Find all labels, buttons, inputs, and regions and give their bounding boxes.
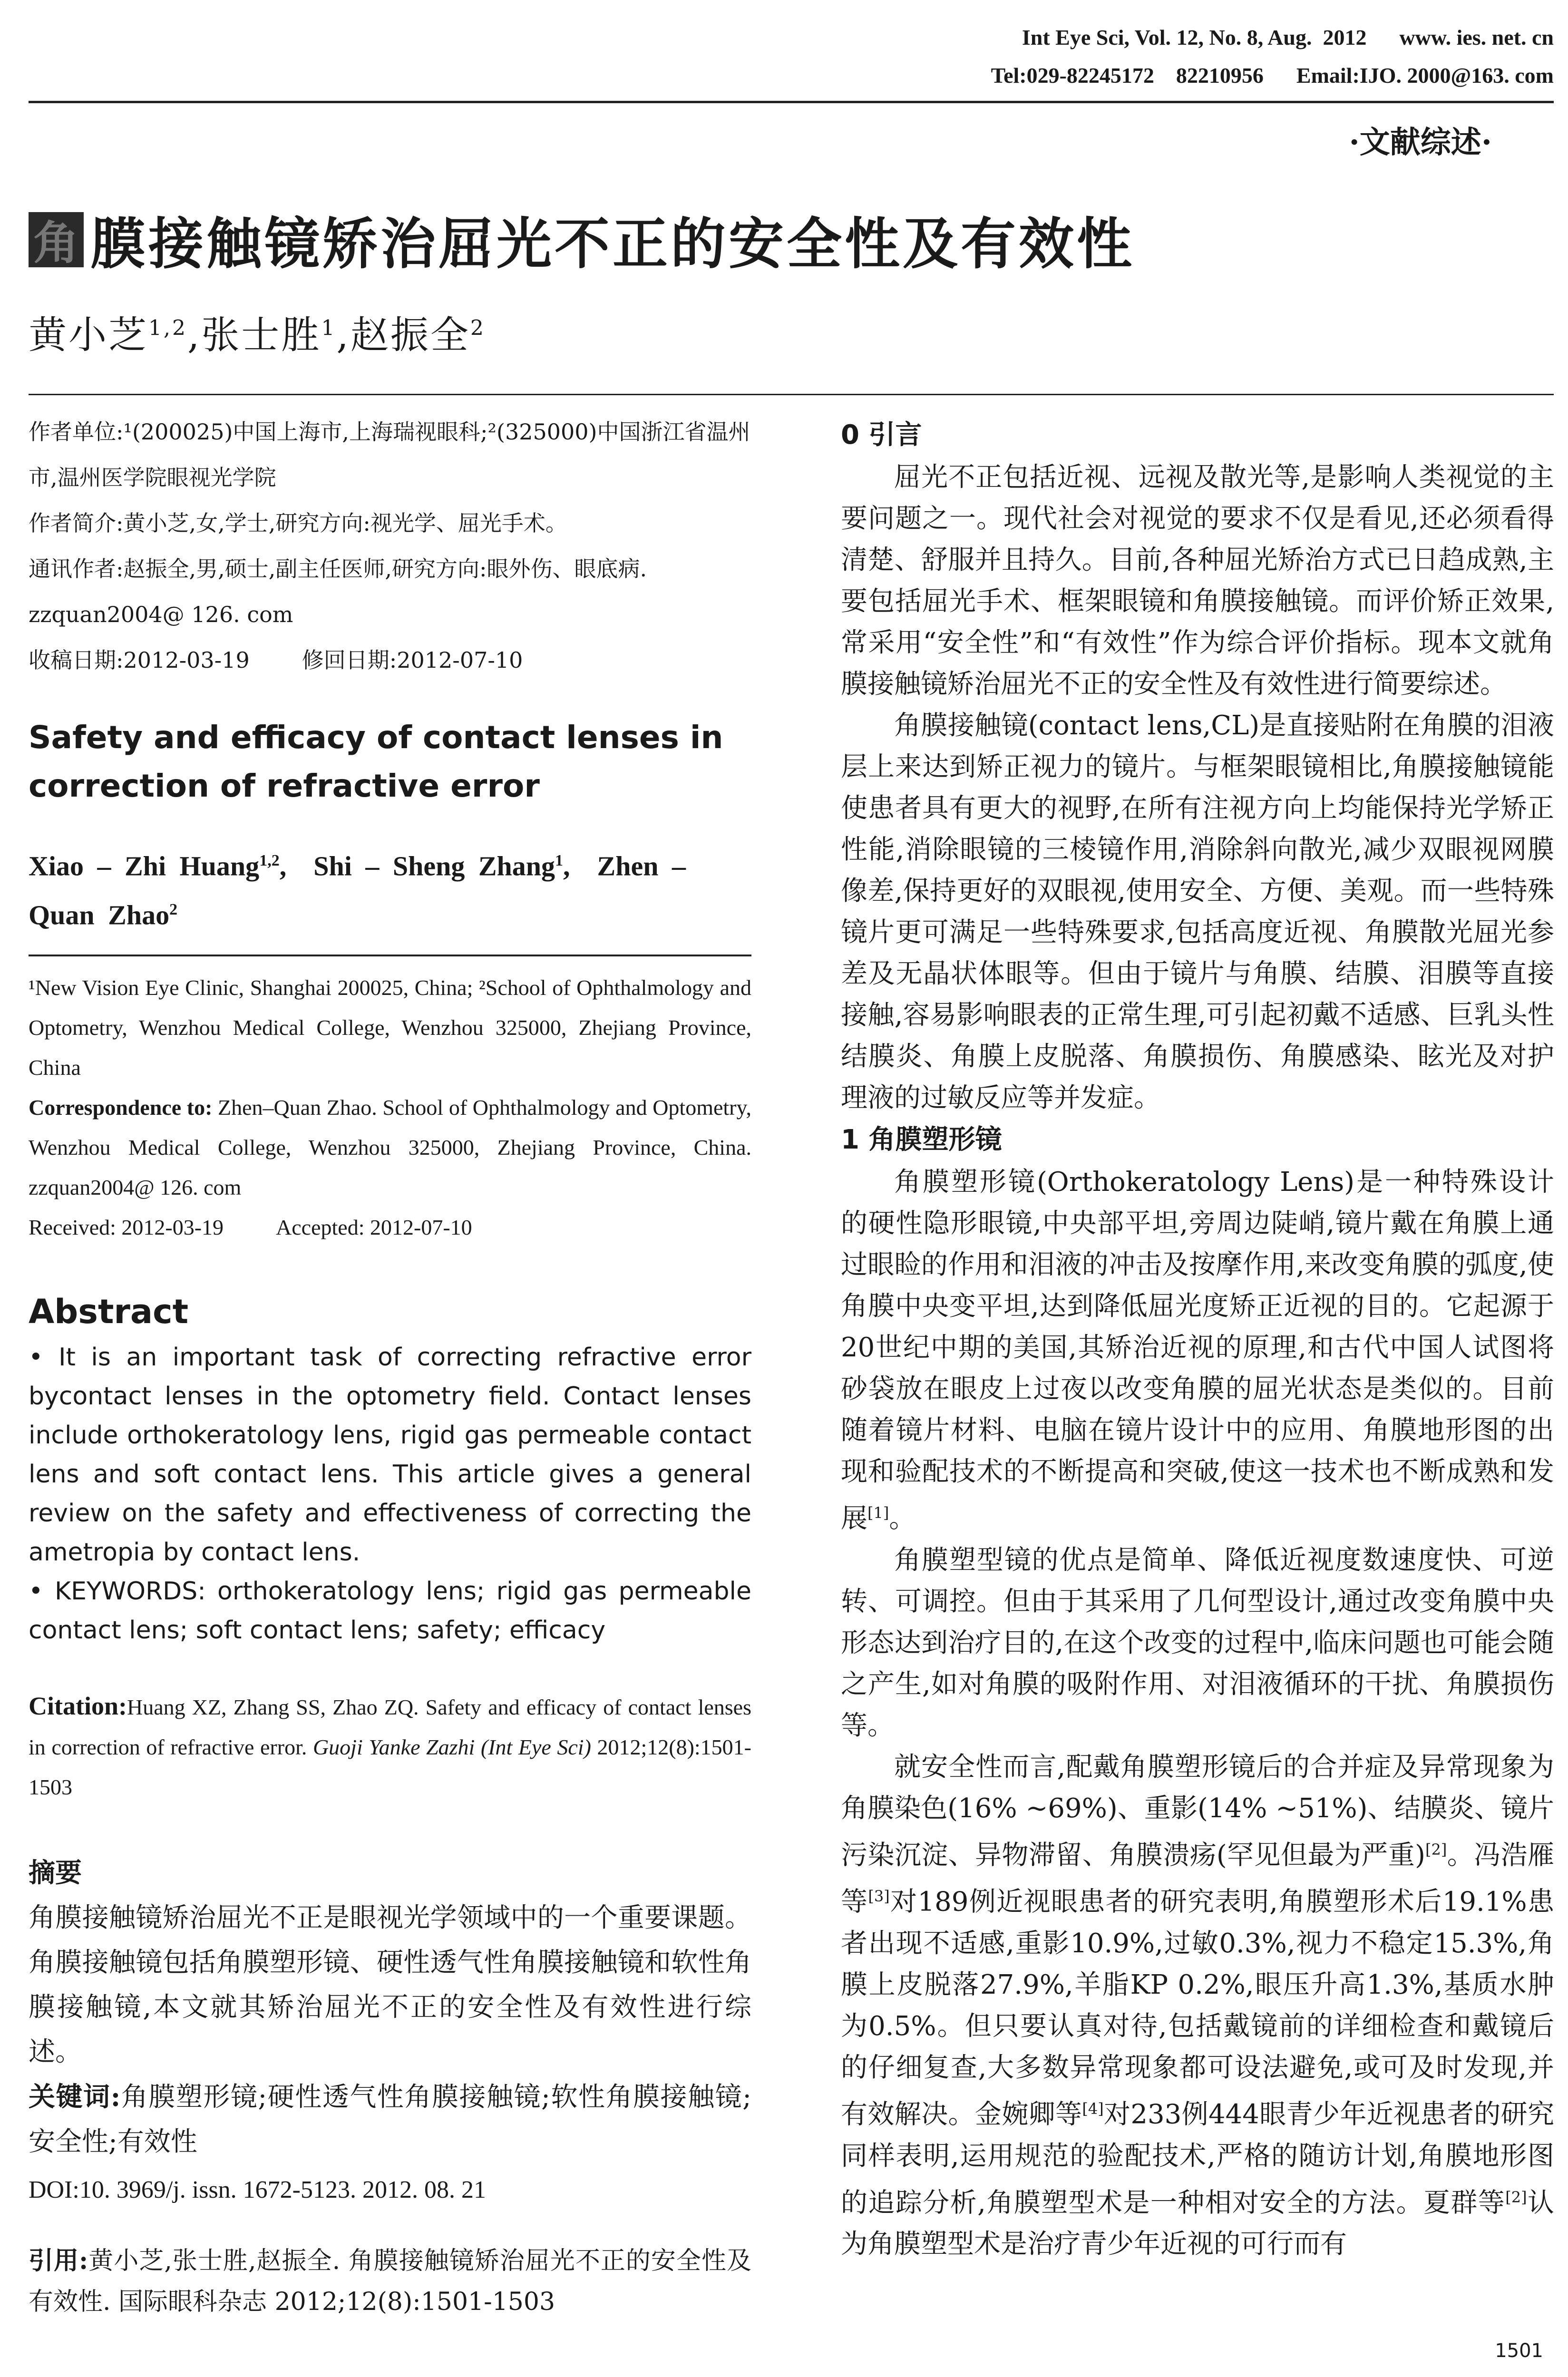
author-name-en: Zhen – Quan Zhao xyxy=(29,850,686,931)
author-name-en: Xiao – Zhi Huang xyxy=(29,850,260,882)
citation-cn xyxy=(29,2241,751,2322)
author-name: 黄小芝 xyxy=(29,313,148,357)
section-tag: ·文献综述· xyxy=(1349,125,1492,160)
page-number: 1501 xyxy=(1495,2340,1543,2362)
reference-marker: [2] xyxy=(1425,1840,1447,1859)
author-affil-sup: 1 xyxy=(321,316,337,341)
body-text: 。 xyxy=(889,1503,916,1534)
cn-keywords xyxy=(29,2075,751,2164)
affiliation-en: ¹New Vision Eye Clinic, Shanghai 200025, China; ²School of Ophthalmology and Optometry, Wenzhou Medical College, Wenzhou 325000, Zhejiang Province, China xyxy=(29,975,751,1080)
dates-en xyxy=(29,1208,751,1247)
revised-date-cn: 修回日期:2012-07-10 xyxy=(302,647,523,673)
author-sep: , xyxy=(279,850,287,882)
author-name: 赵振全 xyxy=(350,313,470,357)
author-sep: , xyxy=(187,313,202,357)
citation-cn-text: 黄小芝,张士胜,赵振全. 角膜接触镜矫治屈光不正的安全性及有效性. 国际眼科杂志 2012;12(8):1501-1503 xyxy=(29,2246,751,2316)
received-date-cn: 收稿日期:2012-03-19 xyxy=(29,647,250,673)
citation-journal: Guoji Yanke Zazhi (Int Eye Sci) xyxy=(312,1734,591,1759)
body-text: 就安全性而言,配戴角膜塑形镜后的合并症及异常现象为角膜染色(16% ~69%)、重影(14% ~51%)、结膜炎、镜片污染沉淀、异物滞留、角膜溃疡(罕见但最为严重) xyxy=(841,1751,1554,1871)
author-affil-sup: 1 xyxy=(555,852,564,869)
correspondence-en xyxy=(29,1088,751,1208)
journal-header-line2: Tel:029-82245172 82210956 Email:IJO. 2000@163. com xyxy=(991,63,1554,88)
body-text: 对233例444眼青少年近视患者的研究同样表明,运用规范的验配技术,严格的随访计划,角膜地形图的追踪分析,角膜塑型术是一种相对安全的方法。夏群等 xyxy=(841,2099,1555,2219)
doi: DOI:10. 3969/j. issn. 1672-5123. 2012. 08. 21 xyxy=(29,2176,486,2203)
left-column xyxy=(29,409,751,2322)
title-first-char: 角 xyxy=(29,212,84,267)
english-header-rule xyxy=(29,955,751,956)
author-affil-sup: 2 xyxy=(470,316,486,341)
cn-keywords-text: 角膜塑形镜;硬性透气性角膜接触镜;软性角膜接触镜;安全性;有效性 xyxy=(29,2081,751,2157)
author-bio: 作者简介:黄小芝,女,学士,研究方向:视光学、屈光手术。 xyxy=(29,510,567,536)
authors-en xyxy=(29,839,751,937)
abstract-keywords: • KEYWORDS: orthokeratology lens; rigid gas permeable contact lens; soft contact lens; safety; efficacy xyxy=(29,1577,751,1645)
page-title: 膜接触镜矫治屈光不正的安全性及有效性 xyxy=(90,212,1135,276)
right-column xyxy=(841,414,1554,2265)
body-paragraph xyxy=(841,1746,1554,2265)
english-title: Safety and efficacy of contact lenses in correction of refractive error xyxy=(29,719,723,804)
abstract-body: • It is an important task of correcting refractive error bycontact lenses in the optometry field. Contact lenses include orthokeratology lens, rigid gas permeable contact lens and soft contact lens. This article gives a general review on the safety and effectiveness of correcting the ametropia by contact lens. xyxy=(29,1343,751,1567)
author-affil-sup: 1,2 xyxy=(148,316,187,341)
citation-text: Huang XZ, Zhang SS, Zhao ZQ. Safety and efficacy of contact lenses in correction of refractive error. xyxy=(29,1695,751,1759)
correspondence-label: Correspondence to: xyxy=(29,1095,213,1120)
section-heading-ortho: 1 角膜塑形镜 xyxy=(841,1124,1002,1155)
author-affil-sup: 2 xyxy=(169,901,178,919)
body-text: 角膜塑形镜(Orthokeratology Lens)是一种特殊设计的硬性隐形眼镜,中央部平坦,旁周边陡峭,镜片戴在角膜上通过眼睑的作用和泪液的冲击及按摩作用,来改变角膜的弧度,使角膜中央变平坦,达到降低屈光度矫正近视的目的。它起源于20世纪中期的美国,其矫治近视的原理,和古代中国人试图将砂袋放在眼皮上过夜以改变角膜的屈光状态是类似的。目前随着镜片材料、电脑在镜片设计中的应用、角膜地形图的出现和验配技术的不断提高和突破,使这一技术也不断成熟和发展 xyxy=(841,1167,1554,1534)
body-text: 认为角膜塑型术是治疗青少年近视的可行而有 xyxy=(841,2187,1554,2260)
correspondence-text: Zhen–Quan Zhao. School of Ophthalmology and Optometry, Wenzhou Medical College, Wenzhou 325000, Zhejiang Province, China. zzquan2004@ 126. com xyxy=(29,1095,752,1199)
cn-keywords-label: 关键词: xyxy=(29,2081,121,2113)
author-name-en: Shi – Sheng Zhang xyxy=(313,850,555,882)
author-unit: 作者单位:¹(200025)中国上海市,上海瑞视眼科;²(325000)中国浙江省温州市,温州医学院眼视光学院 xyxy=(29,419,750,490)
body-paragraph: 角膜塑型镜的优点是简单、降低近视度数速度快、可逆转、可调控。但由于其采用了几何型设计,通过改变角膜中央形态达到治疗目的,在这个改变的过程中,临床问题也可能会随之产生,如对角膜的吸附作用、对泪液循环的干扰、角膜损伤等。 xyxy=(841,1544,1554,1741)
title-row xyxy=(29,200,1135,279)
citation-en xyxy=(29,1686,751,1807)
author-sep: , xyxy=(563,850,570,882)
received-date-en: Received: 2012-03-19 xyxy=(29,1215,224,1239)
author-name: 张士胜 xyxy=(201,313,321,357)
authors-cn xyxy=(29,304,486,359)
body-paragraph xyxy=(841,1161,1554,1539)
corresponding-author: 通讯作者:赵振全,男,硕士,副主任医师,研究方向:眼外伤、眼底病. zzquan2004@ 126. com xyxy=(29,556,647,627)
reference-marker: [4] xyxy=(1082,2099,1104,2118)
reference-marker: [2] xyxy=(1505,2188,1527,2206)
body-paragraph: 屈光不正包括近视、远视及散光等,是影响人类视觉的主要问题之一。现代社会对视觉的要求不仅是看见,还必须看得清楚、舒服并且持久。目前,各种屈光矫治方式已日趋成熟,主要包括屈光手术、框架眼镜和角膜接触镜。而评价矫正效果,常采用“安全性”和“有效性”作为综合评价指标。现本文就角膜接触镜矫治屈光不正的安全性及有效性进行简要综述。 xyxy=(841,462,1554,700)
author-affil-sup: 1,2 xyxy=(259,852,280,869)
section-heading-intro: 0 引言 xyxy=(841,419,922,450)
header-rule xyxy=(29,101,1554,103)
cn-abstract-body: 角膜接触镜矫治屈光不正是眼视光学领域中的一个重要课题。角膜接触镜包括角膜塑形镜、硬性透气性角膜接触镜和软性角膜接触镜,本文就其矫治屈光不正的安全性及有效性进行综述。 xyxy=(29,1902,751,2067)
title-rule xyxy=(29,394,1554,395)
citation-label: Citation: xyxy=(29,1691,127,1720)
body-text: 对189例近视眼患者的研究表明,角膜塑形术后19.1%患者出现不适感,重影10.9%,过敏0.3%,视力不稳定15.3%,角膜上皮脱落27.9%,羊脂KP 0.2%,眼压升高1.3%,基质水肿为0.5%。但只要认真对待,包括戴镜前的详细检查和戴镜后的仔细复查,大多数异常现象都可设法避免,或可及时发现,并有效解决。金婉卿等 xyxy=(841,1886,1555,2130)
journal-header-line1: Int Eye Sci, Vol. 12, No. 8, Aug. 2012 www. ies. net. cn xyxy=(1022,25,1554,49)
cn-abstract-heading: 摘要 xyxy=(29,1857,82,1889)
abstract-heading: Abstract xyxy=(29,1292,189,1331)
reference-marker: [1] xyxy=(867,1504,889,1522)
citation-tail: 2012;12(8):1501-1503 xyxy=(29,1734,751,1799)
reference-marker: [3] xyxy=(868,1887,890,1906)
citation-cn-label: 引用: xyxy=(29,2246,88,2275)
author-sep: , xyxy=(336,313,351,357)
accepted-date-en: Accepted: 2012-07-10 xyxy=(276,1215,472,1239)
body-paragraph: 角膜接触镜(contact lens,CL)是直接贴附在角膜的泪液层上来达到矫正视力的镜片。与框架眼镜相比,角膜接触镜能使患者具有更大的视野,在所有注视方向上均能保持光学矫正性能,消除眼镜的三棱镜作用,消除斜向散光,减少双眼视网膜像差,保持更好的双眼视,使用安全、方便、美观。而一些特殊镜片更可满足一些特殊要求,包括高度近视、角膜散光屈光参差及无晶状体眼等。但由于镜片与角膜、结膜、泪膜等直接接触,容易影响眼表的正常生理,可引起初戴不适感、巨乳头性结膜炎、角膜上皮脱落、角膜损伤、角膜感染、眩光及对护理液的过敏反应等并发症。 xyxy=(841,710,1554,1113)
body-text: 。冯浩雁等 xyxy=(841,1840,1554,1918)
dates-cn xyxy=(29,637,751,683)
